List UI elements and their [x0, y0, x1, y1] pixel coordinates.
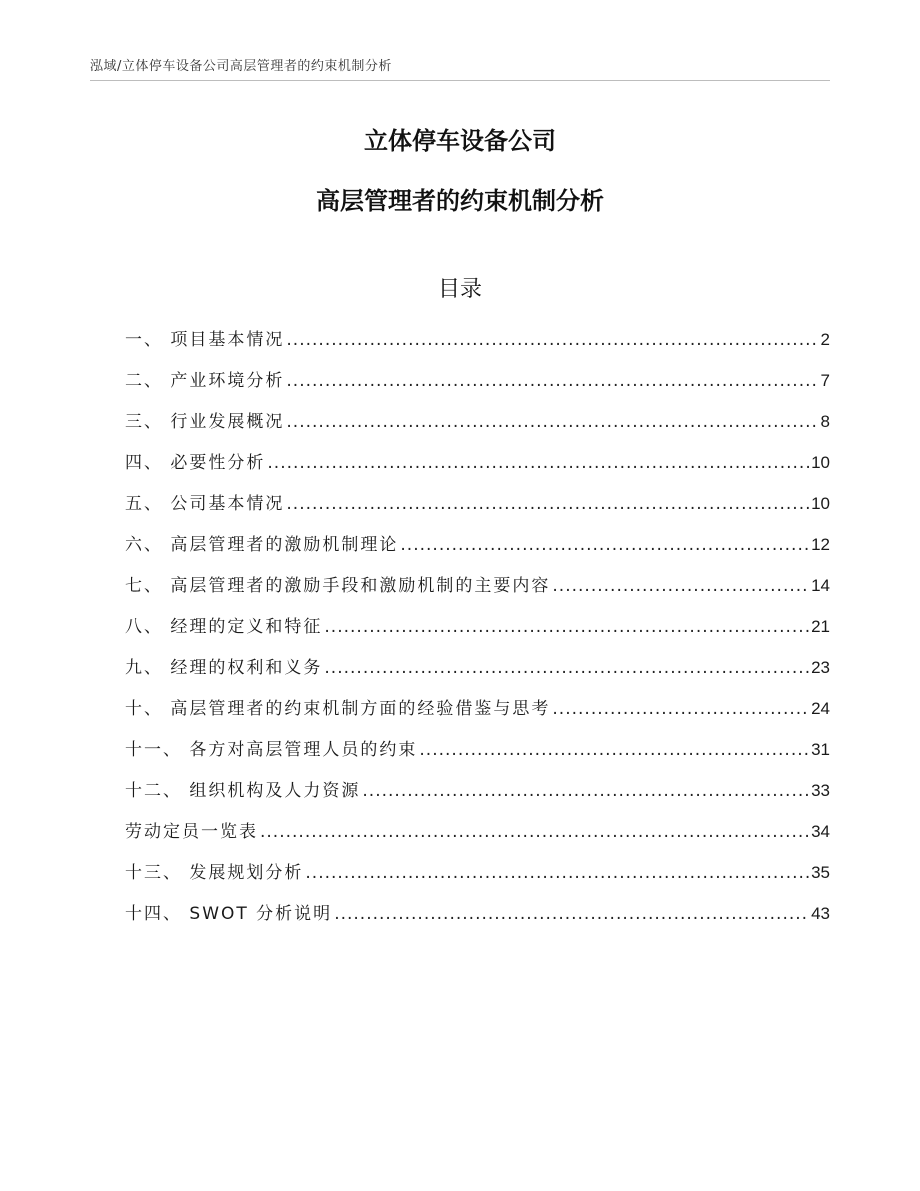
toc-entry-label: 十一、 各方对高层管理人员的约束: [125, 740, 418, 760]
toc-entry[interactable]: [125, 366, 830, 407]
document-title-line-1: 立体停车设备公司: [364, 127, 556, 155]
toc-leader-dots: [552, 699, 809, 719]
toc-leader-dots: [362, 781, 809, 801]
toc-entry-label: 五、 公司基本情况: [125, 494, 285, 514]
toc-leader-dots: [400, 535, 809, 555]
toc-entry[interactable]: [125, 571, 830, 612]
toc-entry[interactable]: [125, 694, 830, 735]
toc-entry-label: 八、 经理的定义和特征: [125, 617, 323, 637]
toc-entry[interactable]: [125, 489, 830, 530]
running-header: 泓域/立体停车设备公司高层管理者的约束机制分析: [90, 55, 830, 81]
toc-heading: 目录: [437, 277, 482, 302]
toc-entry-label: 十三、 发展规划分析: [125, 863, 304, 883]
toc-entry-label: 劳动定员一览表: [125, 822, 258, 842]
toc-leader-dots: [286, 371, 818, 391]
toc-entry-page: 2: [820, 330, 830, 349]
toc-leader-dots: [552, 576, 809, 596]
toc-entry-label: 十四、 SWOT 分析说明: [125, 904, 333, 924]
toc-entry-page: 14: [811, 576, 830, 595]
toc-entry-label: 三、 行业发展概况: [125, 412, 285, 432]
toc-entry-label: 十、 高层管理者的约束机制方面的经验借鉴与思考: [125, 699, 551, 719]
toc-entry-page: 23: [811, 658, 830, 677]
toc-entry-page: 43: [811, 904, 830, 923]
toc-entry-page: 10: [811, 453, 830, 472]
toc-leader-dots: [286, 412, 818, 432]
toc-entry[interactable]: [125, 817, 830, 858]
toc-entry-label: 四、 必要性分析: [125, 453, 266, 473]
toc-entry-page: 34: [811, 822, 830, 841]
toc-entry-page: 31: [811, 740, 830, 759]
toc-leader-dots: [286, 330, 818, 350]
toc-leader-dots: [324, 658, 809, 678]
toc-entry-label: 七、 高层管理者的激励手段和激励机制的主要内容: [125, 576, 551, 596]
toc-entry-page: 35: [811, 863, 830, 882]
toc-entry[interactable]: [125, 407, 830, 448]
toc-entry[interactable]: [125, 448, 830, 489]
toc-entry-page: 12: [811, 535, 830, 554]
toc-entry[interactable]: [125, 612, 830, 653]
toc-leader-dots: [419, 740, 809, 760]
toc-entry-label: 六、 高层管理者的激励机制理论: [125, 535, 399, 555]
toc-leader-dots: [267, 453, 809, 473]
toc-leader-dots: [260, 822, 809, 842]
toc-entry[interactable]: [125, 858, 830, 899]
document-title-line-2: 高层管理者的约束机制分析: [316, 187, 604, 215]
toc-entry-label: 十二、 组织机构及人力资源: [125, 781, 361, 801]
toc-entry[interactable]: [125, 530, 830, 571]
toc-entry[interactable]: [125, 653, 830, 694]
toc-entry[interactable]: [125, 776, 830, 817]
toc-entry-page: 10: [811, 494, 830, 513]
toc-entry[interactable]: [125, 325, 830, 366]
toc-leader-dots: [324, 617, 809, 637]
toc-leader-dots: [286, 494, 809, 514]
toc-entry-page: 7: [820, 371, 830, 390]
toc-entry-page: 8: [820, 412, 830, 431]
toc-entry-label: 一、 项目基本情况: [125, 330, 285, 350]
toc-entry-page: 33: [811, 781, 830, 800]
toc-entry-label: 二、 产业环境分析: [125, 371, 285, 391]
table-of-contents: [125, 325, 830, 940]
toc-leader-dots: [305, 863, 809, 883]
toc-entry-page: 24: [811, 699, 830, 718]
toc-entry[interactable]: [125, 735, 830, 776]
toc-entry[interactable]: [125, 899, 830, 940]
toc-leader-dots: [334, 904, 809, 924]
toc-entry-page: 21: [811, 617, 830, 636]
toc-entry-label: 九、 经理的权利和义务: [125, 658, 323, 678]
